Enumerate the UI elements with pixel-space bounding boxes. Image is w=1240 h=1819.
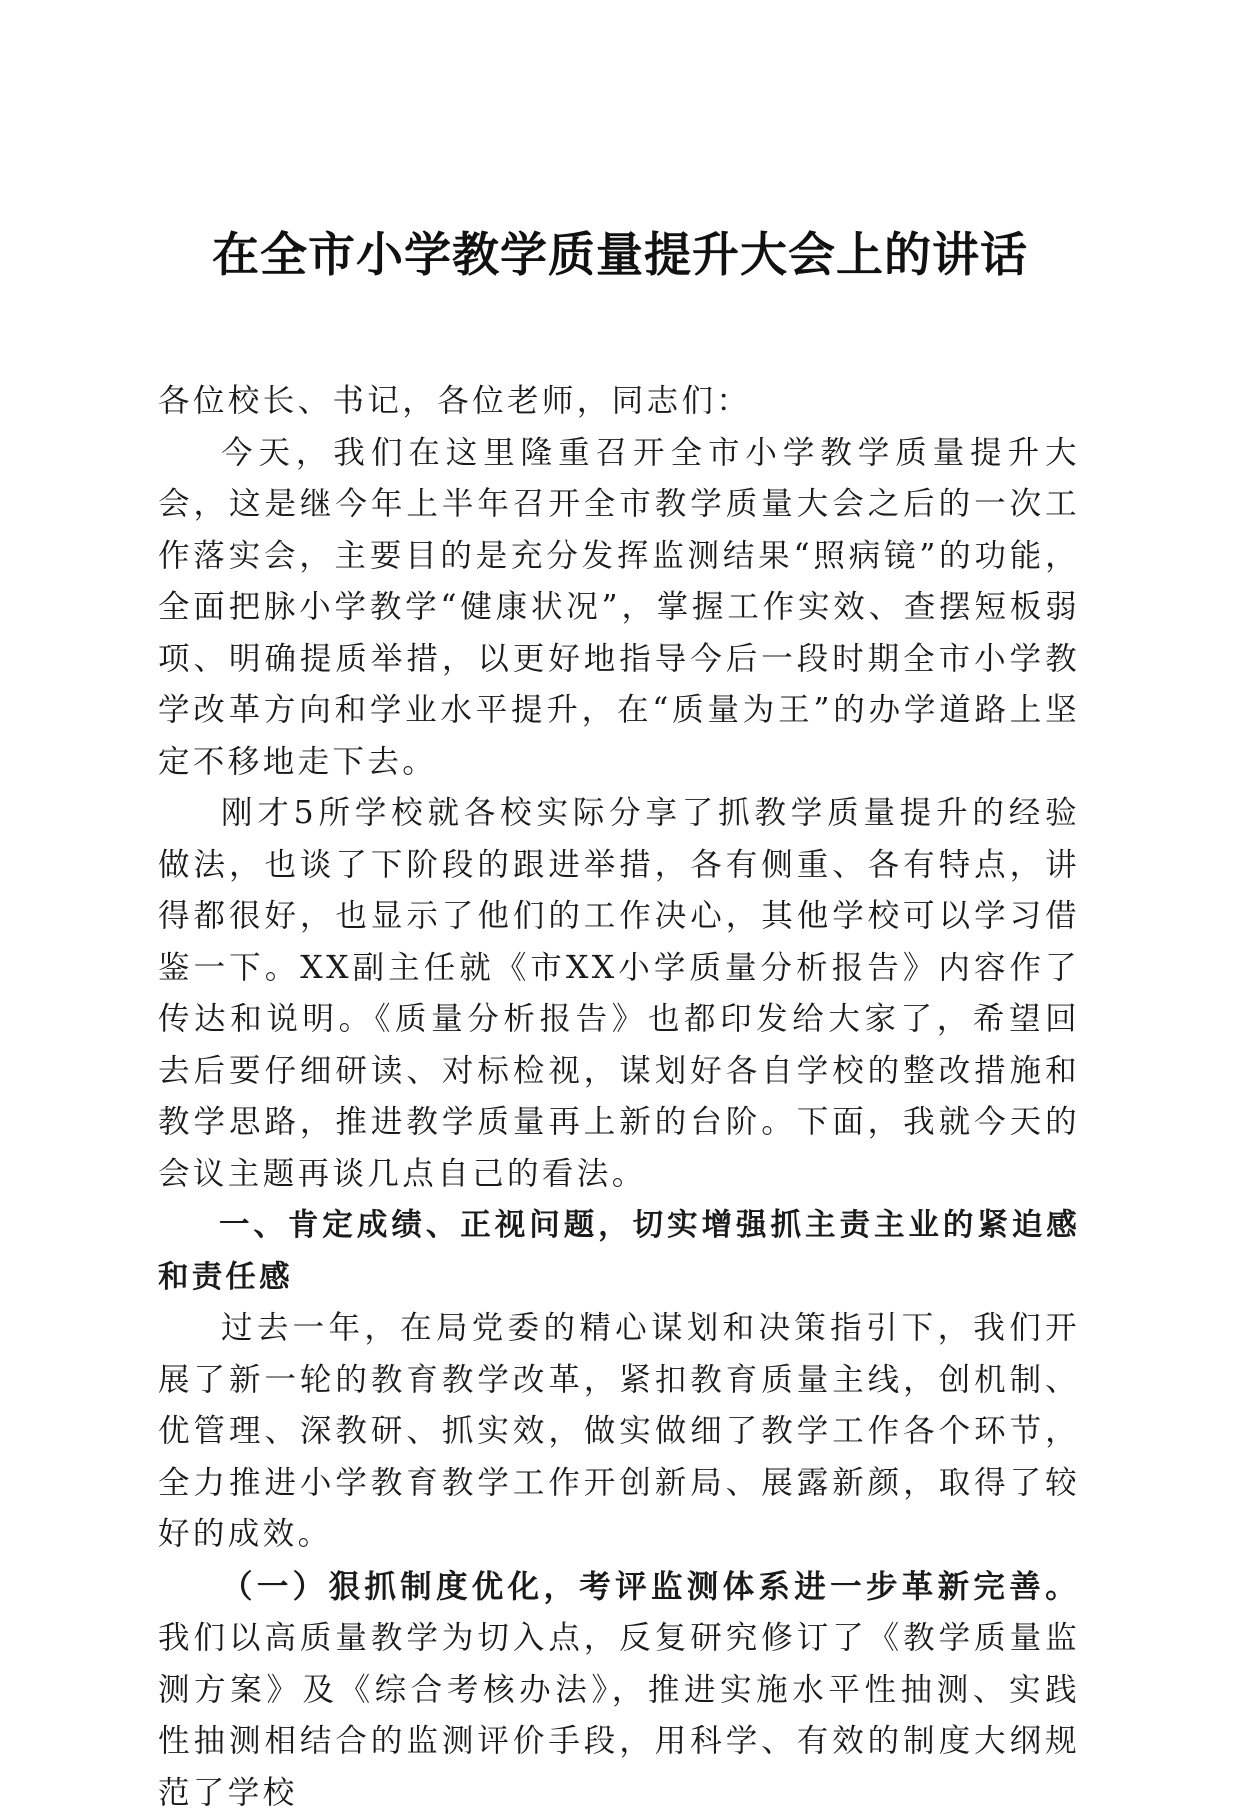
section-heading-1: 一、肯定成绩、正视问题，切实增强抓主责主业的紧迫感和责任感 [158, 1200, 1080, 1303]
document-title: 在全市小学教学质量提升大会上的讲话 [120, 222, 1120, 290]
paragraph-school-sharing: 刚才5所学校就各校实际分享了抓教学质量提升的经验做法，也谈了下阶段的跟进举措，各有侧重、各有特点，讲得都很好，也显示了他们的工作决心，其他学校可以学习借鉴一下。XX副主任就《市XX小学质量分析报告》内容作了传达和说明。《质量分析报告》也都印发给大家了，希望回去后要仔细研读、对标检视，谋划好各自学校的整改措施和教学思路，推进教学质量再上新的台阶。下面，我就今天的会议主题再谈几点自己的看法。 [158, 788, 1080, 1200]
paragraph-subsection-1 [158, 1561, 1080, 1819]
salutation: 各位校长、书记，各位老师，同志们： [158, 376, 1080, 428]
paragraph-opening: 今天，我们在这里隆重召开全市小学教学质量提升大会，这是继今年上半年召开全市教学质量大会之后的一次工作落实会，主要目的是充分发挥监测结果“照病镜”的功能，全面把脉小学教学“健康状况”，掌握工作实效、查摆短板弱项、明确提质举措，以更好地指导今后一段时期全市小学教学改革方向和学业水平提升，在“质量为王”的办学道路上坚定不移地走下去。 [158, 428, 1080, 789]
document-body [158, 376, 1080, 1819]
subsection-1-text: 我们以高质量教学为切入点，反复研究修订了《教学质量监测方案》及《综合考核办法》，推进实施水平性抽测、实践性抽测相结合的监测评价手段，用科学、有效的制度大纲规范了学校 [158, 1620, 1080, 1811]
subsection-heading-1: （一）狠抓制度优化，考评监测体系进一步革新完善。 [221, 1568, 1080, 1605]
paragraph-achievements: 过去一年，在局党委的精心谋划和决策指引下，我们开展了新一轮的教育教学改革，紧扣教育质量主线，创机制、优管理、深教研、抓实效，做实做细了教学工作各个环节，全力推进小学教育教学工作开创新局、展露新颜，取得了较好的成效。 [158, 1303, 1080, 1561]
